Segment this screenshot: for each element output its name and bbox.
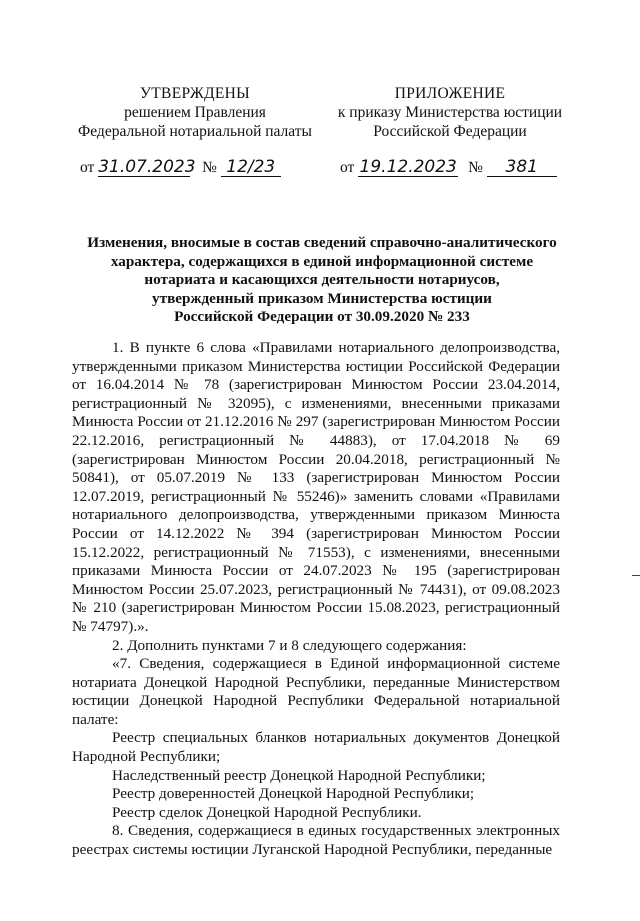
paragraph-6: Реестр доверенностей Донецкой Народной Республики; — [112, 785, 475, 803]
document-title — [72, 234, 572, 327]
appendix-line1: к приказу Министерства юстиции — [337, 104, 563, 121]
title-line-4: утвержденный приказом Министерства юстиции — [152, 289, 492, 307]
title-line-3: нотариата и касающихся деятельности нотариусов, — [144, 271, 500, 288]
paragraph-4: Реестр специальных бланков нотариальных документов Донецкой Народной Республики; — [72, 729, 560, 766]
paragraph-5: Наследственный реестр Донецкой Народной Республики; — [112, 766, 486, 784]
appendix-date: 19.12.2023 — [359, 157, 457, 177]
title-line-1: Изменения, вносимые в состав сведений справочно-аналитического — [87, 234, 557, 251]
paragraph-1: 1. В пункте 6 слова «Правилами нотариального делопроизводства, утвержденными приказом Министерства юстиции Российской Федерации от 16.04.2014 № 78 (зарегистрирован Минюстом России 23.04.2014, регистрационный № 32095), с изменениями, внесенными приказами Минюста России от 21.12.2016 № 297 (зарегистрирован Минюстом России 22.12.2016, регистрационный № 44883), от 17.04.2018 № 69 (зарегистрирован Минюстом России 20.04.2018, регистрационный № 50841), от 05.07.2019 № 133 (зарегистрирован Минюстом России 12.07.2019, регистрационный № 55246)» заменить словами «Правилами нотариального делопроизводства, утвержденными приказом Минюста России от 14.12.2022 № 394 (зарегистрирован Минюстом России 15.12.2022, регистрационный № 71553), с изменениями, внесенными приказами Минюста России от 24.07.2023 № 195 (зарегистрирован Минюстом России 25.07.2023, регистрационный № 74431), от 09.08.2023 № 210 (зарегистрирован Минюстом России 15.08.2023, регистрационный № 74797).». — [72, 339, 560, 635]
title-line-5: Российской Федерации от 30.09.2020 № 233 — [174, 308, 470, 325]
paragraph-3: «7. Сведения, содержащиеся в Единой информационной системе нотариата Донецкой Народной Республики, переданные Министерством юстиции Донецкой Народной Республики Федеральной нотариальной палате: — [72, 655, 560, 728]
paragraph-2: 2. Дополнить пунктами 7 и 8 следующего содержания: — [112, 636, 467, 654]
approved-num-label: № — [202, 159, 217, 176]
approved-date-line — [80, 158, 281, 177]
appendix-line2: Российской Федерации — [373, 123, 527, 140]
approved-date: 31.07.2023 — [98, 157, 196, 177]
document-body — [72, 339, 560, 860]
approved-line2: Федеральной нотариальной палаты — [78, 123, 312, 140]
appendix-from-label: от — [340, 159, 355, 176]
appendix-num-label: № — [468, 159, 483, 176]
approved-line1: решением Правления — [124, 104, 266, 121]
appendix-block — [330, 84, 570, 141]
approved-title: УТВЕРЖДЕНЫ — [140, 85, 250, 102]
scan-edge-mark — [632, 575, 640, 576]
paragraph-8: 8. Сведения, содержащиеся в единых государственных электронных реестрах системы юстиции Луганской Народной Республики, переданные — [72, 822, 560, 859]
approved-block — [60, 84, 330, 141]
approved-number: 12/23 — [221, 158, 281, 177]
approved-from-label: от — [80, 159, 95, 176]
title-line-2: характера, содержащихся в единой информационной системе — [110, 252, 534, 270]
appendix-date-line — [340, 158, 557, 177]
appendix-title: ПРИЛОЖЕНИЕ — [394, 85, 506, 102]
paragraph-7: Реестр сделок Донецкой Народной Республики. — [112, 803, 422, 821]
appendix-number: 381 — [487, 158, 557, 177]
